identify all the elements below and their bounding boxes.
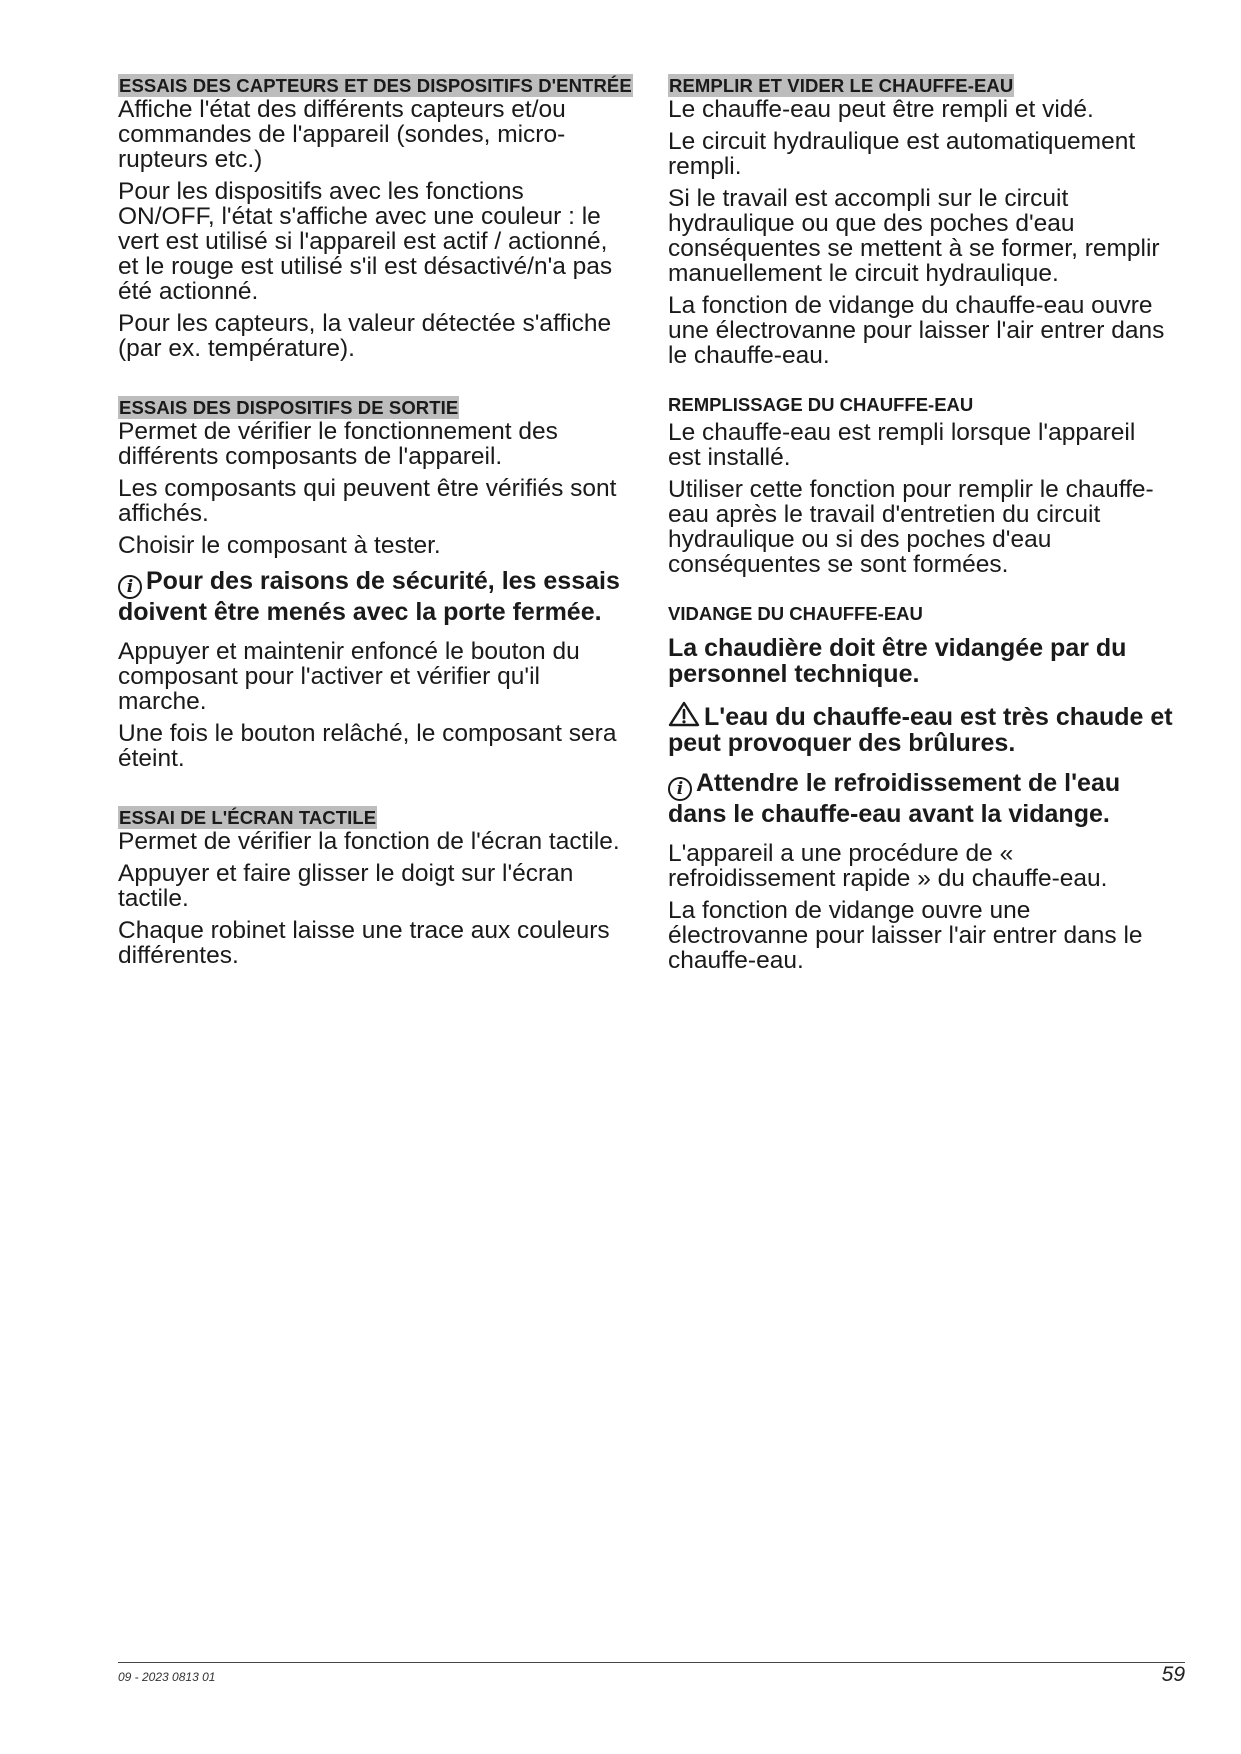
paragraph: Le chauffe-eau est rempli lorsque l'appareil est installé. bbox=[668, 419, 1136, 471]
safety-note-text: Pour des raisons de sécurité, les essais doivent être menés avec la porte fermée. bbox=[118, 567, 620, 626]
paragraph: Appuyer et maintenir enfoncé le bouton du composant pour l'activer et vérifier qu'il marche. bbox=[118, 638, 580, 715]
paragraph: Pour les capteurs, la valeur détectée s'affiche (par ex. température). bbox=[118, 310, 612, 362]
technical-staff-note: La chaudière doit être vidangée par du personnel technique. bbox=[668, 634, 1127, 688]
safety-note bbox=[118, 568, 624, 625]
right-column bbox=[668, 74, 1174, 980]
paragraph: Une fois le bouton relâché, le composant sera éteint. bbox=[118, 720, 617, 772]
paragraph: La fonction de vidange du chauffe-eau ouvre une électrovanne pour laisser l'air entrer dans le chauffe-eau. bbox=[668, 292, 1165, 369]
cooling-info bbox=[668, 770, 1174, 827]
paragraph: Le chauffe-eau peut être rempli et vidé. bbox=[668, 96, 1094, 123]
paragraph: Permet de vérifier la fonction de l'écran tactile. bbox=[118, 828, 620, 855]
info-circle-icon: i bbox=[118, 575, 142, 599]
info-circle-icon: i bbox=[668, 777, 692, 801]
cooling-info-text: Attendre le refroidissement de l'eau dans le chauffe-eau avant la vidange. bbox=[668, 769, 1121, 828]
footer-divider bbox=[118, 1662, 1185, 1663]
paragraph: Le circuit hydraulique est automatiquement rempli. bbox=[668, 128, 1136, 180]
section-heading-input-sensors: ESSAIS DES CAPTEURS ET DES DISPOSITIFS D'ENTRÉE bbox=[119, 75, 632, 96]
burn-warning bbox=[668, 701, 1174, 756]
paragraph: Appuyer et faire glisser le doigt sur l'écran tactile. bbox=[118, 860, 574, 912]
paragraph: La fonction de vidange ouvre une électrovanne pour laisser l'air entrer dans le chauffe-eau. bbox=[668, 897, 1143, 974]
warning-triangle-icon bbox=[668, 701, 700, 727]
document-reference: 09 - 2023 0813 01 bbox=[118, 1670, 216, 1684]
section-heading-touchscreen-test: ESSAI DE L'ÉCRAN TACTILE bbox=[119, 807, 377, 828]
paragraph: Permet de vérifier le fonctionnement des différents composants de l'appareil. bbox=[118, 418, 558, 470]
burn-warning-text: L'eau du chauffe-eau est très chaude et peut provoquer des brûlures. bbox=[668, 703, 1173, 757]
paragraph: Les composants qui peuvent être vérifiés sont affichés. bbox=[118, 475, 617, 527]
paragraph: Si le travail est accompli sur le circuit hydraulique ou que des poches d'eau conséquentes se mettent à se former, remplir manuellement le circuit hydraulique. bbox=[668, 185, 1160, 287]
paragraph: L'appareil a une procédure de « refroidissement rapide » du chauffe-eau. bbox=[668, 840, 1108, 892]
page-number: 59 bbox=[1161, 1663, 1185, 1686]
paragraph: Affiche l'état des différents capteurs et/ou commandes de l'appareil (sondes, micro-rupteurs etc.) bbox=[118, 96, 566, 173]
paragraph: Chaque robinet laisse une trace aux couleurs différentes. bbox=[118, 917, 610, 969]
section-heading-filling: REMPLISSAGE DU CHAUFFE-EAU bbox=[668, 394, 974, 415]
section-heading-fill-drain: REMPLIR ET VIDER LE CHAUFFE-EAU bbox=[669, 75, 1014, 96]
paragraph: Utiliser cette fonction pour remplir le chauffe-eau après le travail d'entretien du circuit hydraulique ou si des poches d'eau conséquentes se sont formées. bbox=[668, 476, 1154, 578]
left-column bbox=[118, 74, 632, 975]
paragraph: Choisir le composant à tester. bbox=[118, 532, 441, 559]
section-heading-output-devices: ESSAIS DES DISPOSITIFS DE SORTIE bbox=[119, 397, 459, 418]
paragraph: Pour les dispositifs avec les fonctions ON/OFF, l'état s'affiche avec une couleur : le vert est utilisé si l'appareil est actif / actionné, et le rouge est utilisé s'il est désactivé/n'a pas été actionné. bbox=[118, 178, 613, 305]
section-heading-draining: VIDANGE DU CHAUFFE-EAU bbox=[668, 603, 923, 624]
